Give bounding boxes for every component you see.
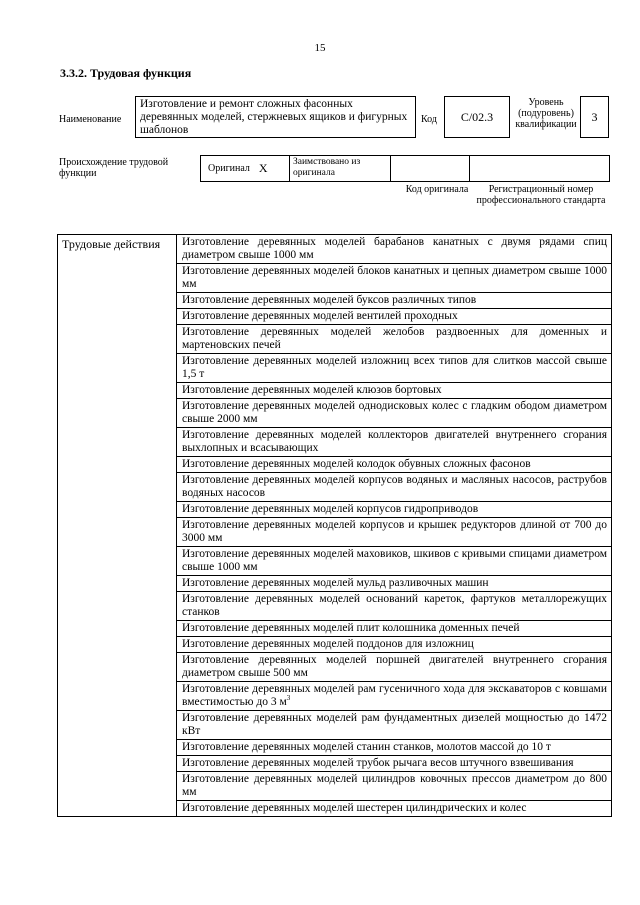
table-row: Изготовление деревянных моделей маховиков, шкивов с кривыми спицами диаметром свыше 1000 мм <box>177 546 611 575</box>
table-row: Изготовление деревянных моделей клюзов бортовых <box>177 382 611 398</box>
table-row: Изготовление деревянных моделей корпусов гидроприводов <box>177 501 611 517</box>
table-row: Изготовление деревянных моделей буксов различных типов <box>177 292 611 308</box>
name-value: Изготовление и ремонт сложных фасонных деревянных моделей, стержневых ящиков и фигурных шаблонов <box>140 98 408 136</box>
row-label: Трудовые действия <box>62 237 161 251</box>
code-label: Код <box>421 114 437 125</box>
table-row: Изготовление деревянных моделей станин станков, молотов массой до 10 т <box>177 739 611 755</box>
table-row: Изготовление деревянных моделей корпусов и крышек редукторов длиной от 700 до 3000 мм <box>177 517 611 546</box>
original-mark: X <box>258 161 268 175</box>
table-row: Изготовление деревянных моделей колодок обувных сложных фасонов <box>177 456 611 472</box>
table-row: Изготовление деревянных моделей шестерен цилиндрических и колес <box>177 800 611 816</box>
code-original-label: Код оригинала <box>405 184 469 195</box>
page-number: 15 <box>314 42 326 54</box>
table-row: Изготовление деревянных моделей блоков канатных и цепных диаметром свыше 1000 мм <box>177 263 611 292</box>
superscript-3: 3 <box>286 694 291 703</box>
table-row: Изготовление деревянных моделей плит колошника доменных печей <box>177 620 611 636</box>
table-row: Изготовление деревянных моделей корпусов водяных и масляных насосов, раструбов водяных насосов <box>177 472 611 501</box>
reg-number-label: Регистрационный номер профессионального стандарта <box>476 184 606 206</box>
level-value-box <box>580 96 609 138</box>
level-label: Уровень (подуровень) квалификации <box>515 97 577 130</box>
table-row: Изготовление деревянных моделей трубок рычага весов штучного взвешивания <box>177 755 611 771</box>
table-row: Изготовление деревянных моделей барабанов канатных с двумя рядами спиц диаметром свыше 1000 мм <box>182 236 607 261</box>
table-row: Изготовление деревянных моделей рам фундаментных дизелей мощностью до 1472 кВт <box>177 710 611 739</box>
origin-label: Происхождение трудовой функции <box>59 157 169 179</box>
table-row: Изготовление деревянных моделей вентилей проходных <box>177 308 611 324</box>
table-row: Изготовление деревянных моделей рам гусеничного хода для экскаваторов с ковшами вместимостью до 3 $м^3$ <box>177 681 611 710</box>
table-row: Изготовление деревянных моделей однодисковых колес с гладким ободом диаметром свыше 2000 мм <box>177 398 611 427</box>
section-title: 3.3.2. Трудовая функция <box>60 66 192 80</box>
original-cell: Оригинал X <box>200 155 290 182</box>
borrowed-cell: Заимствовано из оригинала <box>290 155 391 182</box>
actions-cell <box>177 235 612 817</box>
table-row: Изготовление деревянных моделей поршней двигателей внутреннего сгорания диаметром свыше 500 мм <box>177 652 611 681</box>
table-row: Изготовление деревянных моделей оснований кареток, фартуков металлорежущих станков <box>177 591 611 620</box>
name-value-box <box>135 96 416 138</box>
row-label-cell <box>58 235 177 817</box>
code-original-cell <box>391 155 470 182</box>
table-row: Изготовление деревянных моделей цилиндров ковочных прессов диаметром до 800 мм <box>177 771 611 800</box>
level-value: 3 <box>591 110 598 124</box>
code-value-box <box>444 96 510 138</box>
table-row: Изготовление деревянных моделей желобов раздвоенных для доменных и мартеновских печей <box>177 324 611 353</box>
table-row: Изготовление деревянных моделей изложниц всех типов для слитков массой свыше 1,5 т <box>177 353 611 382</box>
reg-number-cell <box>470 155 610 182</box>
labor-actions-table <box>57 234 612 817</box>
table-row: Изготовление деревянных моделей мульд разливочных машин <box>177 575 611 591</box>
origin-row <box>200 155 610 182</box>
code-value: С/02.3 <box>460 110 494 124</box>
table-row: Изготовление деревянных моделей коллекторов двигателей внутреннего сгорания выхлопных и всасывающих <box>177 427 611 456</box>
table-row: Изготовление деревянных моделей поддонов для изложниц <box>177 636 611 652</box>
name-label: Наименование <box>59 114 122 125</box>
